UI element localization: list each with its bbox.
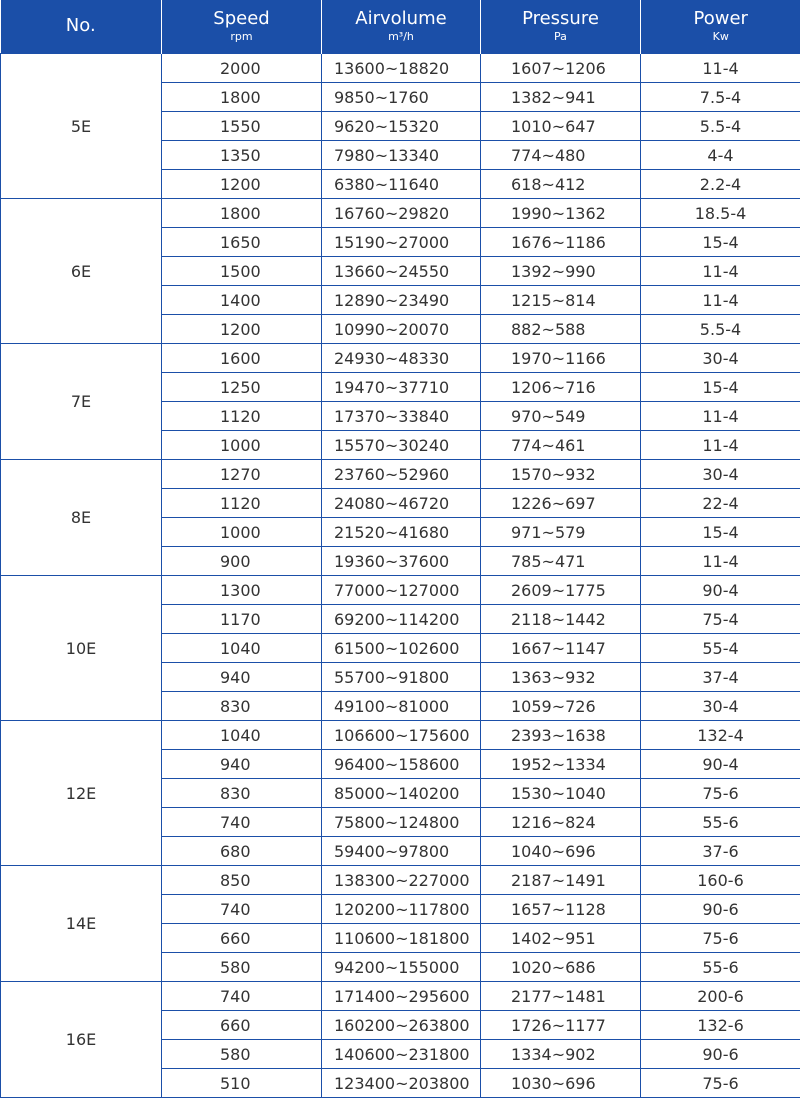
airvolume-cell: 49100~81000 [322, 692, 481, 721]
speed-cell: 2000 [162, 54, 322, 83]
pressure-cell: 1970~1166 [481, 344, 641, 373]
pressure-unit: Pa [554, 30, 567, 44]
speed-cell: 1350 [162, 141, 322, 170]
airvolume-cell: 69200~114200 [322, 605, 481, 634]
power-cell: 75-6 [641, 924, 800, 953]
power-cell: 22-4 [641, 489, 800, 518]
pressure-cell: 1040~696 [481, 837, 641, 866]
pressure-cell: 1010~647 [481, 112, 641, 141]
airvolume-cell: 19360~37600 [322, 547, 481, 576]
speed-cell: 1600 [162, 344, 322, 373]
power-cell: 160-6 [641, 866, 800, 895]
power-cell: 18.5-4 [641, 199, 800, 228]
table-row [1, 460, 800, 489]
power-cell: 90-6 [641, 1040, 800, 1069]
pressure-cell: 1402~951 [481, 924, 641, 953]
speed-cell: 1120 [162, 402, 322, 431]
power-cell: 30-4 [641, 692, 800, 721]
col-header-pressure: Pressure Pa [481, 0, 641, 54]
pressure-cell: 1059~726 [481, 692, 641, 721]
speed-cell: 580 [162, 1040, 322, 1069]
speed-cell: 740 [162, 808, 322, 837]
airvolume-cell: 61500~102600 [322, 634, 481, 663]
power-cell: 132-6 [641, 1011, 800, 1040]
pressure-cell: 2393~1638 [481, 721, 641, 750]
airvolume-cell: 106600~175600 [322, 721, 481, 750]
power-cell: 75-6 [641, 1069, 800, 1098]
power-cell: 15-4 [641, 373, 800, 402]
speed-cell: 1200 [162, 315, 322, 344]
speed-cell: 1200 [162, 170, 322, 199]
speed-cell: 850 [162, 866, 322, 895]
airvolume-cell: 13600~18820 [322, 54, 481, 83]
speed-cell: 1250 [162, 373, 322, 402]
pressure-cell: 1607~1206 [481, 54, 641, 83]
speed-cell: 1040 [162, 721, 322, 750]
airvolume-cell: 19470~37710 [322, 373, 481, 402]
pressure-cell: 1334~902 [481, 1040, 641, 1069]
power-cell: 75-4 [641, 605, 800, 634]
pressure-cell: 2177~1481 [481, 982, 641, 1011]
model-number-cell: 12E [1, 721, 162, 866]
pressure-cell: 1657~1128 [481, 895, 641, 924]
speed-cell: 940 [162, 663, 322, 692]
model-number-cell: 10E [1, 576, 162, 721]
speed-cell: 1500 [162, 257, 322, 286]
pressure-cell: 2609~1775 [481, 576, 641, 605]
pressure-cell: 774~461 [481, 431, 641, 460]
table-body [1, 54, 800, 1098]
pressure-cell: 1030~696 [481, 1069, 641, 1098]
power-cell: 15-4 [641, 228, 800, 257]
power-cell: 90-6 [641, 895, 800, 924]
airvolume-cell: 15190~27000 [322, 228, 481, 257]
power-cell: 4-4 [641, 141, 800, 170]
airvolume-cell: 7980~13340 [322, 141, 481, 170]
airvolume-cell: 9850~1760 [322, 83, 481, 112]
airvolume-cell: 13660~24550 [322, 257, 481, 286]
speed-cell: 830 [162, 779, 322, 808]
airvolume-unit: m³/h [388, 30, 414, 44]
airvolume-cell: 59400~97800 [322, 837, 481, 866]
model-number-cell: 7E [1, 344, 162, 460]
speed-cell: 1400 [162, 286, 322, 315]
speed-cell: 900 [162, 547, 322, 576]
pressure-cell: 1952~1334 [481, 750, 641, 779]
power-cell: 5.5-4 [641, 112, 800, 141]
speed-cell: 1040 [162, 634, 322, 663]
model-number-cell: 5E [1, 54, 162, 199]
airvolume-cell: 24930~48330 [322, 344, 481, 373]
airvolume-cell: 12890~23490 [322, 286, 481, 315]
model-number-cell: 8E [1, 460, 162, 576]
power-cell: 75-6 [641, 779, 800, 808]
pressure-cell: 1392~990 [481, 257, 641, 286]
pressure-cell: 2118~1442 [481, 605, 641, 634]
power-cell: 5.5-4 [641, 315, 800, 344]
airvolume-cell: 120200~117800 [322, 895, 481, 924]
power-cell: 11-4 [641, 402, 800, 431]
table-row [1, 199, 800, 228]
table-row [1, 576, 800, 605]
airvolume-cell: 9620~15320 [322, 112, 481, 141]
airvolume-cell: 75800~124800 [322, 808, 481, 837]
speed-cell: 1650 [162, 228, 322, 257]
pressure-cell: 785~471 [481, 547, 641, 576]
power-cell: 90-4 [641, 750, 800, 779]
power-cell: 7.5-4 [641, 83, 800, 112]
airvolume-cell: 10990~20070 [322, 315, 481, 344]
airvolume-cell: 123400~203800 [322, 1069, 481, 1098]
pressure-cell: 2187~1491 [481, 866, 641, 895]
power-cell: 55-6 [641, 953, 800, 982]
power-cell: 37-6 [641, 837, 800, 866]
speed-cell: 1300 [162, 576, 322, 605]
speed-cell: 660 [162, 1011, 322, 1040]
header-row [1, 0, 800, 54]
speed-cell: 740 [162, 895, 322, 924]
airvolume-cell: 16760~29820 [322, 199, 481, 228]
power-cell: 90-4 [641, 576, 800, 605]
speed-cell: 580 [162, 953, 322, 982]
speed-cell: 660 [162, 924, 322, 953]
airvolume-cell: 96400~158600 [322, 750, 481, 779]
pressure-cell: 1382~941 [481, 83, 641, 112]
table-row [1, 344, 800, 373]
airvolume-cell: 140600~231800 [322, 1040, 481, 1069]
col-header-power: Power Kw [641, 0, 800, 54]
speed-cell: 510 [162, 1069, 322, 1098]
table-row [1, 721, 800, 750]
pressure-cell: 774~480 [481, 141, 641, 170]
pressure-cell: 970~549 [481, 402, 641, 431]
speed-cell: 740 [162, 982, 322, 1011]
speed-cell: 1800 [162, 199, 322, 228]
power-cell: 55-4 [641, 634, 800, 663]
power-cell: 37-4 [641, 663, 800, 692]
airvolume-cell: 110600~181800 [322, 924, 481, 953]
table-row [1, 866, 800, 895]
pressure-cell: 1990~1362 [481, 199, 641, 228]
table-row [1, 54, 800, 83]
pressure-cell: 1226~697 [481, 489, 641, 518]
col-header-airvolume: Airvolume m³/h [322, 0, 481, 54]
pressure-cell: 1667~1147 [481, 634, 641, 663]
airvolume-cell: 15570~30240 [322, 431, 481, 460]
speed-cell: 1000 [162, 431, 322, 460]
airvolume-cell: 160200~263800 [322, 1011, 481, 1040]
pressure-cell: 1206~716 [481, 373, 641, 402]
model-number-cell: 14E [1, 866, 162, 982]
speed-cell: 1270 [162, 460, 322, 489]
airvolume-cell: 21520~41680 [322, 518, 481, 547]
speed-cell: 1000 [162, 518, 322, 547]
airvolume-cell: 24080~46720 [322, 489, 481, 518]
speed-cell: 1550 [162, 112, 322, 141]
power-cell: 11-4 [641, 257, 800, 286]
pressure-cell: 1216~824 [481, 808, 641, 837]
airvolume-cell: 85000~140200 [322, 779, 481, 808]
power-cell: 2.2-4 [641, 170, 800, 199]
pressure-cell: 1570~932 [481, 460, 641, 489]
pressure-cell: 882~588 [481, 315, 641, 344]
table-row [1, 982, 800, 1011]
power-cell: 30-4 [641, 344, 800, 373]
pressure-cell: 1726~1177 [481, 1011, 641, 1040]
pressure-cell: 1530~1040 [481, 779, 641, 808]
model-number-cell: 6E [1, 199, 162, 344]
power-cell: 55-6 [641, 808, 800, 837]
power-cell: 132-4 [641, 721, 800, 750]
speed-cell: 830 [162, 692, 322, 721]
speed-cell: 1120 [162, 489, 322, 518]
power-cell: 11-4 [641, 431, 800, 460]
airvolume-cell: 6380~11640 [322, 170, 481, 199]
speed-cell: 1800 [162, 83, 322, 112]
pressure-cell: 971~579 [481, 518, 641, 547]
pressure-cell: 1363~932 [481, 663, 641, 692]
speed-unit: rpm [230, 30, 253, 44]
power-cell: 11-4 [641, 286, 800, 315]
airvolume-cell: 138300~227000 [322, 866, 481, 895]
airvolume-cell: 55700~91800 [322, 663, 481, 692]
airvolume-cell: 94200~155000 [322, 953, 481, 982]
speed-cell: 680 [162, 837, 322, 866]
power-cell: 30-4 [641, 460, 800, 489]
power-unit: Kw [712, 30, 729, 44]
pressure-cell: 1676~1186 [481, 228, 641, 257]
col-header-no: No. [1, 0, 162, 54]
power-cell: 11-4 [641, 54, 800, 83]
airvolume-cell: 23760~52960 [322, 460, 481, 489]
airvolume-cell: 171400~295600 [322, 982, 481, 1011]
speed-cell: 1170 [162, 605, 322, 634]
power-cell: 200-6 [641, 982, 800, 1011]
model-number-cell: 16E [1, 982, 162, 1098]
airvolume-cell: 77000~127000 [322, 576, 481, 605]
col-header-speed: Speed rpm [162, 0, 322, 54]
airvolume-cell: 17370~33840 [322, 402, 481, 431]
pressure-cell: 618~412 [481, 170, 641, 199]
power-cell: 15-4 [641, 518, 800, 547]
pressure-cell: 1215~814 [481, 286, 641, 315]
speed-cell: 940 [162, 750, 322, 779]
power-cell: 11-4 [641, 547, 800, 576]
pressure-cell: 1020~686 [481, 953, 641, 982]
